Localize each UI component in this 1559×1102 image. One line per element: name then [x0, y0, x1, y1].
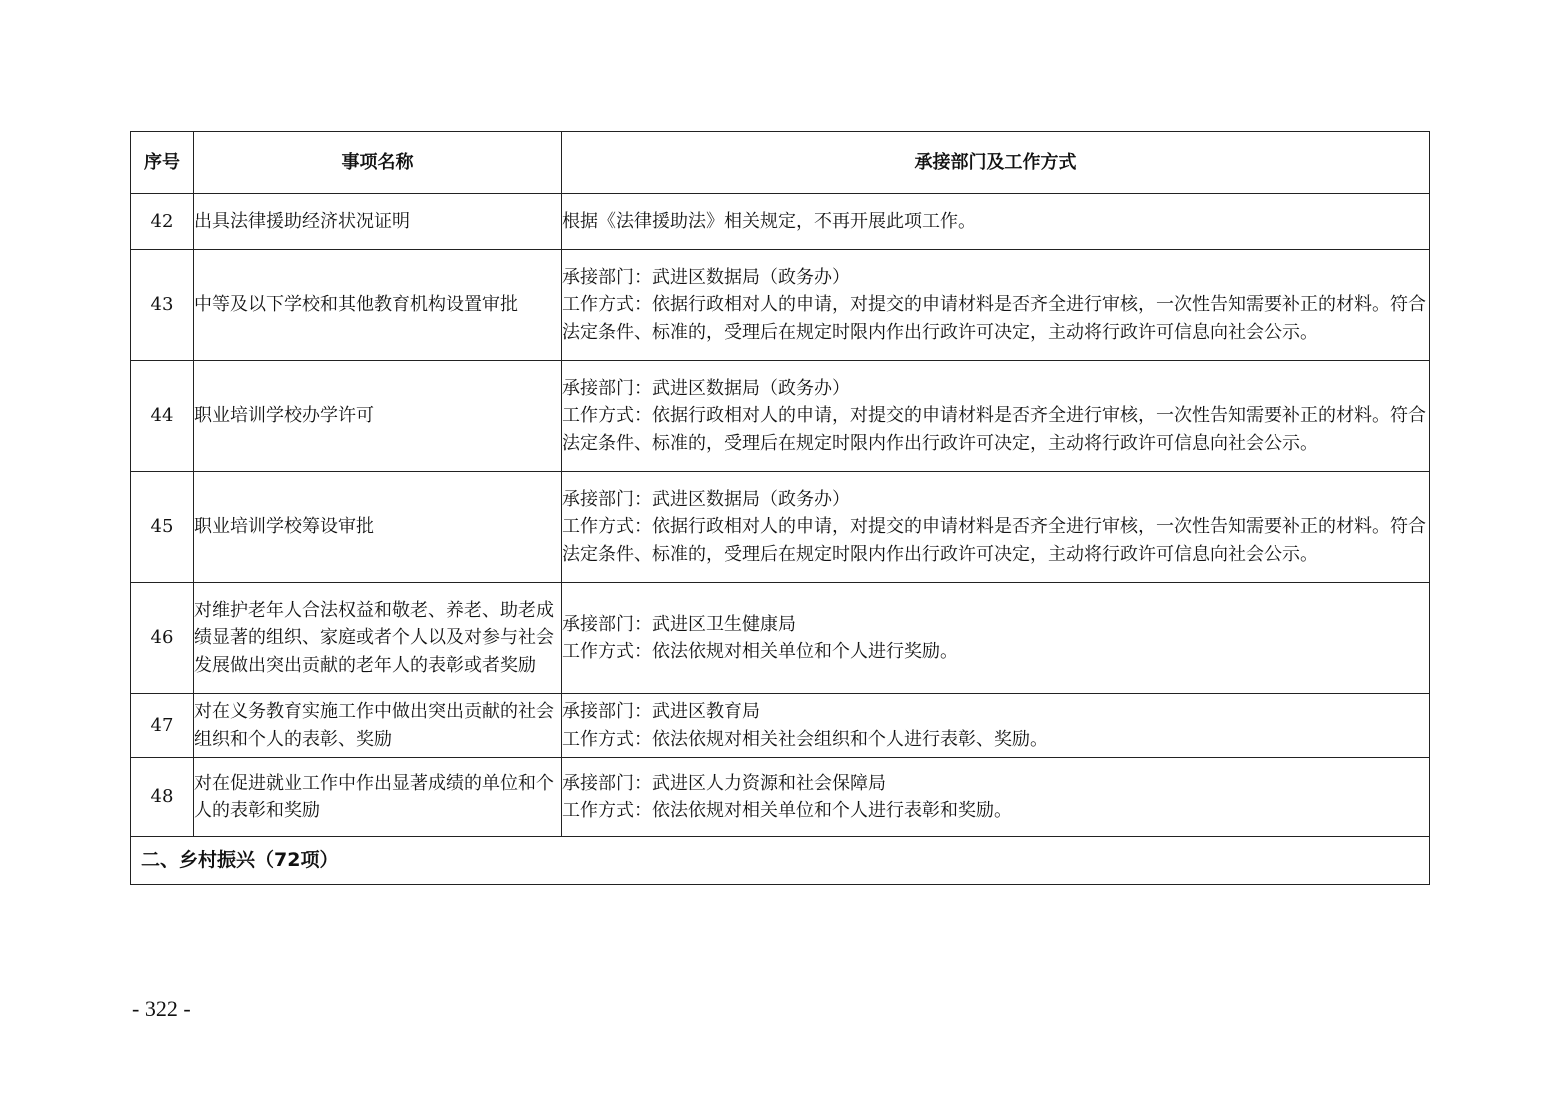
row-number: 44 — [131, 361, 194, 472]
method-way-line: 工作方式：依法依规对相关社会组织和个人进行表彰、奖励。 — [562, 728, 1048, 750]
dept-method — [562, 583, 1430, 694]
method-dept-line: 承接部门：武进区数据局（政务办） — [562, 488, 850, 510]
header-item-name: 事项名称 — [194, 132, 562, 194]
item-name: 对维护老年人合法权益和敬老、养老、助老成绩显著的组织、家庭或者个人以及对参与社会发展做出突出贡献的老年人的表彰或者奖励 — [194, 583, 562, 694]
table-row — [131, 250, 1430, 361]
dept-method — [562, 758, 1430, 837]
item-name: 职业培训学校筹设审批 — [194, 472, 562, 583]
table-row — [131, 583, 1430, 694]
dept-method — [562, 472, 1430, 583]
table-row — [131, 694, 1430, 758]
method-way-line: 工作方式：依法依规对相关单位和个人进行表彰和奖励。 — [562, 800, 1012, 821]
method-dept-line: 承接部门：武进区数据局（政务办） — [562, 266, 850, 288]
row-number: 46 — [131, 583, 194, 694]
header-dept-method: 承接部门及工作方式 — [562, 132, 1430, 194]
method-way-line: 工作方式：依据行政相对人的申请，对提交的申请材料是否齐全进行审核，一次性告知需要补正的材料。符合法定条件、标准的，受理后在规定时限内作出行政许可决定，主动将行政许可信息向社会公示。 — [562, 294, 1426, 343]
row-number: 47 — [131, 694, 194, 758]
method-dept-line: 承接部门：武进区数据局（政务办） — [562, 377, 850, 399]
dept-method — [562, 694, 1430, 758]
section-row — [131, 837, 1430, 885]
item-name: 出具法律援助经济状况证明 — [194, 194, 562, 250]
method-dept-line: 承接部门：武进区教育局 — [562, 701, 760, 722]
item-name: 中等及以下学校和其他教育机构设置审批 — [194, 250, 562, 361]
row-number: 45 — [131, 472, 194, 583]
row-number: 48 — [131, 758, 194, 837]
row-number: 43 — [131, 250, 194, 361]
method-way-line: 工作方式：依据行政相对人的申请，对提交的申请材料是否齐全进行审核，一次性告知需要补正的材料。符合法定条件、标准的，受理后在规定时限内作出行政许可决定，主动将行政许可信息向社会公示。 — [562, 405, 1426, 454]
dept-method — [562, 361, 1430, 472]
page-number: - 322 - — [132, 996, 191, 1021]
method-line: 根据《法律援助法》相关规定，不再开展此项工作。 — [562, 210, 976, 232]
dept-method — [562, 194, 1430, 250]
table-header-row — [131, 132, 1430, 194]
header-index: 序号 — [131, 132, 194, 194]
document-table — [130, 131, 1430, 885]
table-row — [131, 472, 1430, 583]
table-row — [131, 758, 1430, 837]
row-number: 42 — [131, 194, 194, 250]
method-way-line: 工作方式：依法依规对相关单位和个人进行奖励。 — [562, 641, 958, 662]
method-way-line: 工作方式：依据行政相对人的申请，对提交的申请材料是否齐全进行审核，一次性告知需要补正的材料。符合法定条件、标准的，受理后在规定时限内作出行政许可决定，主动将行政许可信息向社会公示。 — [562, 516, 1426, 565]
method-dept-line: 承接部门：武进区卫生健康局 — [562, 613, 796, 635]
section-title: 二、乡村振兴（72项） — [131, 837, 1430, 885]
item-name: 对在义务教育实施工作中做出突出贡献的社会组织和个人的表彰、奖励 — [194, 694, 562, 758]
item-name: 对在促进就业工作中作出显著成绩的单位和个人的表彰和奖励 — [194, 758, 562, 837]
dept-method — [562, 250, 1430, 361]
method-dept-line: 承接部门：武进区人力资源和社会保障局 — [562, 772, 886, 794]
item-name: 职业培训学校办学许可 — [194, 361, 562, 472]
table-row — [131, 361, 1430, 472]
table-row — [131, 194, 1430, 250]
